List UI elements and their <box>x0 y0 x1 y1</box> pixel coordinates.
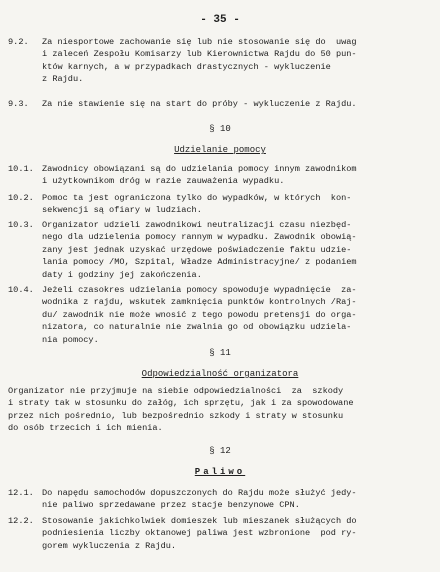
rule-item-9-2 <box>8 36 434 86</box>
rule-number: 10.3. <box>8 220 34 230</box>
rule-number: 9.3. <box>8 99 29 109</box>
section-11-heading <box>0 369 440 379</box>
section-10-heading <box>0 145 440 155</box>
section-12-heading <box>0 467 440 477</box>
heading-text: Paliwo <box>194 467 246 477</box>
rule-text: Pomoc ta jest ograniczona tylko do wypadków, w których kon- sekwencji są ofiary w ludziach. <box>42 193 352 216</box>
rule-text: Zawodnicy obowiązani są do udzielania pomocy innym zawodnikom i użytkownikom dróg w razie zauważenia wypadku. <box>42 164 357 187</box>
rule-text: Za nie stawienie się na start do próby - wykluczenie z Rajdu. <box>42 99 357 109</box>
rule-number: 12.1. <box>8 488 34 498</box>
rule-item-12-1 <box>8 487 434 512</box>
section-10-mark: § 10 <box>209 124 231 134</box>
heading-text: Udzielanie pomocy <box>174 145 266 155</box>
rule-item-10-2 <box>8 192 434 217</box>
rule-item-9-3 <box>8 98 434 110</box>
rule-item-10-4 <box>8 284 434 346</box>
page-number: - 35 - <box>200 14 240 26</box>
rule-number: 10.1. <box>8 164 34 174</box>
heading-text: Odpowiedzialność organizatora <box>141 369 299 379</box>
rule-text: Do napędu samochodów dopuszczonych do Rajdu może służyć jedy- nie paliwo sprzedawane przez stacje benzynowe CPN. <box>42 488 357 511</box>
rule-item-10-3 <box>8 219 434 281</box>
section-11-paragraph: Organizator nie przyjmuje na siebie odpowiedzialności za szkody i straty tak w stosunku do załóg, ich sprzętu, jak i za spowodowane przez nich pośrednio, lub bezpośrednio szkody i straty w stosunku do osób trzecich i ich mienia. <box>8 386 354 434</box>
rule-text: Stosowanie jakichkolwiek domieszek lub mieszanek służących do podniesienia liczby oktanowej paliwa jest wzbronione pod ry- gorem wykluczenia z Rajdu. <box>42 516 357 551</box>
rule-text: Za niesportowe zachowanie się lub nie stosowanie się do uwag i zaleceń Zespołu Komisarzy lub Kierownictwa Rajdu do 50 pun- któw karnych, a w przypadkach drastycznych - wykluczenie z Rajdu. <box>42 37 357 85</box>
rule-number: 10.2. <box>8 193 34 203</box>
rule-text: Organizator udzieli zawodnikowi neutralizacji czasu niezbęd- nego dla udzielenia pomocy rannym w wypadku. Zawodnik obowią- zany jest jednak uzyskać urzędowe poświadczenie faktu udzie- lania pomocy /MO, Szpital, Władze Administracyjne/ z podaniem daty i godziny jej zakończenia. <box>42 220 357 280</box>
rule-number: 12.2. <box>8 516 34 526</box>
section-12-mark: § 12 <box>209 446 231 456</box>
section-11-mark: § 11 <box>209 348 231 358</box>
rule-number: 10.4. <box>8 285 34 295</box>
rule-text: Jeżeli czasokres udzielania pomocy spowoduje wypadnięcie za- wodnika z rajdu, wskutek zamknięcia punktów kontrolnych /Raj- du/ zawodnik nie może wnosić z tego powodu pretensji do orga- nizatora, co naturalnie nie zwalnia go od obowiązku udziela- nia pomocy. <box>42 285 357 345</box>
rule-item-12-2 <box>8 515 434 552</box>
rule-number: 9.2. <box>8 37 29 47</box>
rule-item-10-1 <box>8 163 434 188</box>
